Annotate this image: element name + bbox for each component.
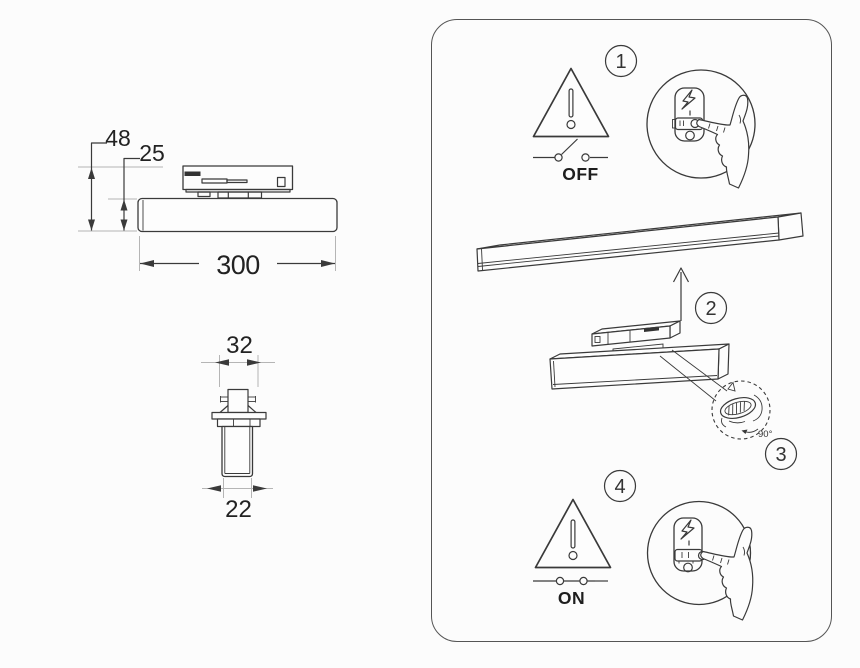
step-1-number: 1 <box>615 51 627 73</box>
dim-body-height-label: 25 <box>139 140 165 166</box>
rotation-angle-label: 90° <box>758 429 773 440</box>
track-adapter-side <box>183 166 293 198</box>
wall-switch-icon <box>674 518 707 572</box>
power-on-detail-circle <box>648 502 753 621</box>
step-4-number: 4 <box>614 476 626 498</box>
dim-length <box>140 250 335 280</box>
step-2 <box>477 213 803 324</box>
installation-panel <box>431 19 832 642</box>
dim-adapter-width-label: 32 <box>226 332 253 359</box>
luminaire-body-end <box>222 427 253 477</box>
mount-direction-arrow <box>674 268 689 321</box>
switch-state-off-label: OFF <box>562 164 599 184</box>
switch-state-on-label: ON <box>557 588 586 608</box>
step-4 <box>533 471 753 621</box>
step-1 <box>533 46 755 189</box>
dim-body-width-label: 22 <box>225 496 252 523</box>
switch-open-icon <box>533 139 608 161</box>
warning-triangle-icon <box>536 500 611 568</box>
end-view-drawing <box>201 332 275 523</box>
pressing-hand-icon <box>701 527 753 620</box>
power-off-detail-circle <box>647 70 755 188</box>
dim-body-width <box>202 478 273 523</box>
step-2-number: 2 <box>705 298 717 320</box>
adapter-label <box>185 172 201 177</box>
rotation-detail-circle <box>712 381 773 440</box>
track-rail-drawing <box>477 213 803 271</box>
track-adapter-end <box>212 390 266 427</box>
dim-total-height-label: 48 <box>105 125 131 151</box>
step-3-number: 3 <box>775 444 787 466</box>
dim-length-label: 300 <box>216 250 260 280</box>
side-view-drawing <box>78 125 337 280</box>
wall-switch-icon <box>673 88 705 141</box>
installation-steps <box>432 20 830 640</box>
luminaire-3d <box>550 344 729 389</box>
luminaire-body-side <box>138 199 337 232</box>
fixture-assembly-drawing <box>550 321 797 470</box>
dim-adapter-width <box>201 332 275 387</box>
switch-closed-icon <box>533 577 608 584</box>
warning-triangle-icon <box>534 69 609 137</box>
